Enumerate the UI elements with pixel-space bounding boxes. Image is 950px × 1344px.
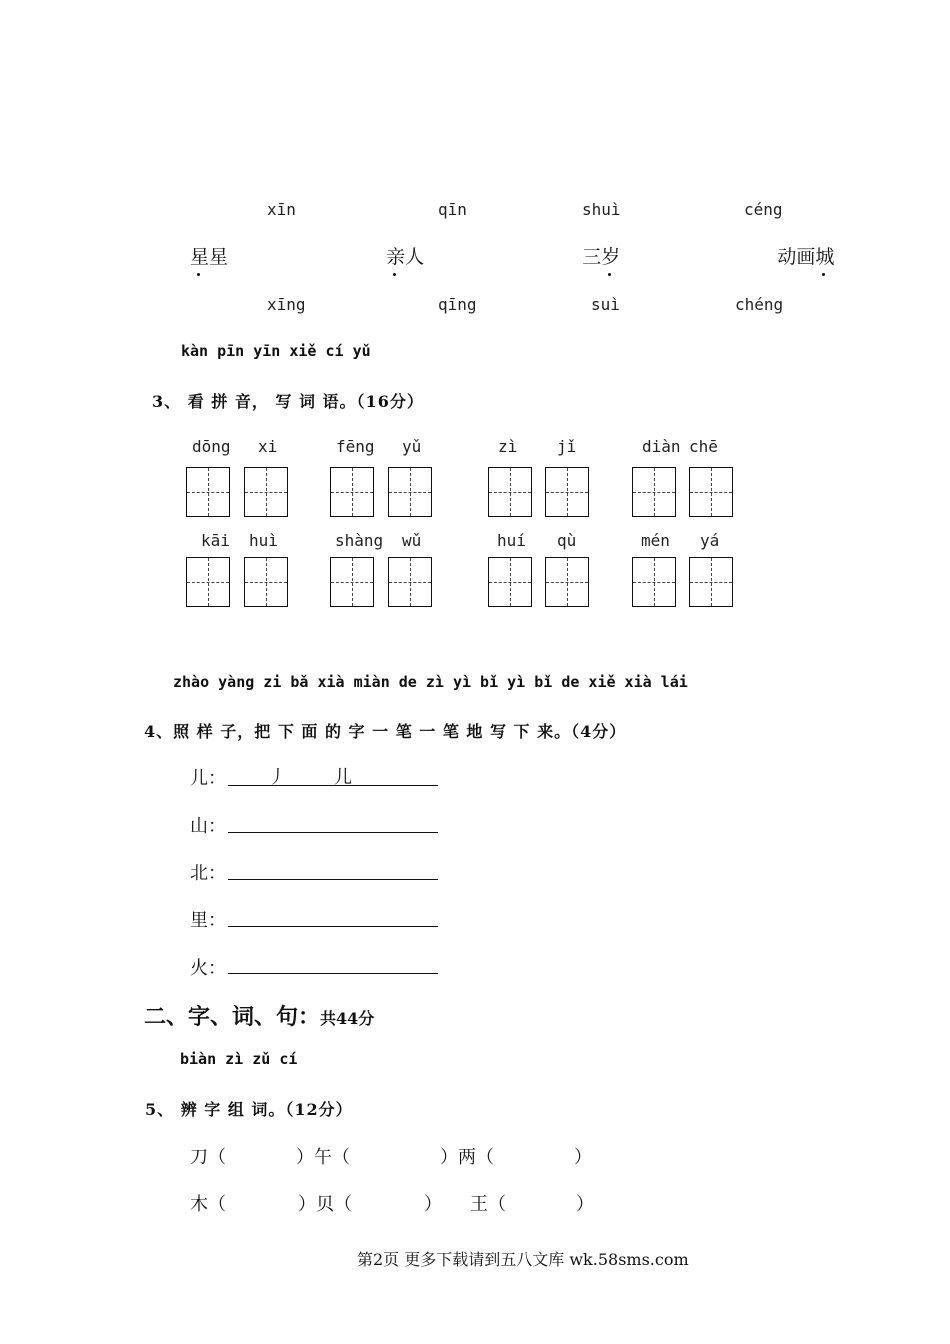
- stroke-char-label: 火：: [190, 958, 226, 979]
- pinyin-top-4: céng: [744, 200, 783, 219]
- writing-grid-box[interactable]: [186, 467, 230, 517]
- word-3-text: 三岁: [582, 246, 621, 268]
- word-4: [777, 246, 834, 268]
- q3-pinyin-cell: wǔ: [402, 531, 422, 550]
- section-2-title: 二、字、词、句：: [144, 1004, 321, 1030]
- q3-pinyin-cell: huì: [249, 531, 278, 550]
- word-3: [582, 246, 620, 268]
- writing-grid-box[interactable]: [545, 557, 589, 607]
- q3-pinyin-cell: kāi: [201, 531, 230, 550]
- pinyin-bottom-2: qīng: [438, 295, 477, 314]
- section-2-score: 共44分: [320, 1009, 375, 1028]
- word-1-text: 星星: [190, 246, 229, 268]
- word-2-text: 亲人: [386, 246, 425, 268]
- example-stroke: 丿: [268, 767, 286, 788]
- q5-item: ）贝（: [298, 1194, 352, 1215]
- writing-grid-box[interactable]: [488, 557, 532, 607]
- q3-pinyin-cell: dōng: [192, 437, 231, 456]
- q5-item: ）午（: [296, 1147, 350, 1168]
- stroke-char-label: 里：: [190, 910, 226, 931]
- writing-grid-box[interactable]: [689, 467, 733, 517]
- pinyin-top-2: qīn: [438, 200, 467, 219]
- emphasis-dot: [822, 273, 825, 276]
- stroke-char-label: 北：: [190, 863, 226, 884]
- stroke-answer-line[interactable]: [228, 879, 438, 880]
- section-2-heading: [144, 1000, 374, 1031]
- writing-grid-box[interactable]: [330, 557, 374, 607]
- q3-pinyin-cell: chē: [689, 437, 718, 456]
- q5-pinyin: biàn zì zǔ cí: [180, 1050, 298, 1068]
- q5-title: 5、 辨 字 组 词。（12分）: [145, 1100, 353, 1119]
- writing-grid-box[interactable]: [186, 557, 230, 607]
- pinyin-bottom-3: suì: [591, 295, 620, 314]
- q3-pinyin-cell: xi: [258, 437, 278, 456]
- q3-pinyin-cell: yá: [700, 531, 720, 550]
- stroke-answer-line[interactable]: [228, 926, 438, 927]
- writing-grid-box[interactable]: [330, 467, 374, 517]
- q5-item: 木（: [190, 1194, 226, 1215]
- q3-pinyin-cell: jǐ: [557, 437, 577, 456]
- q3-pinyin-cell: yǔ: [402, 437, 422, 456]
- q3-pinyin-cell: fēng: [336, 437, 375, 456]
- q4-pinyin: zhào yàng zi bǎ xià miàn de zì yì bǐ yì bǐ de xiě xià lái: [173, 673, 688, 691]
- q5-item: ）: [424, 1194, 442, 1215]
- q3-title: 3、 看 拼 音， 写 词 语。（16分）: [152, 392, 424, 411]
- q5-item: ）两（: [440, 1147, 494, 1168]
- q3-pinyin-cell: diàn: [642, 437, 681, 456]
- pinyin-top-1: xīn: [267, 200, 296, 219]
- writing-grid-box[interactable]: [388, 467, 432, 517]
- emphasis-dot: [197, 273, 200, 276]
- writing-grid-box[interactable]: [388, 557, 432, 607]
- q4-title: 4、照 样 子，把 下 面 的 字 一 笔 一 笔 地 写 下 来。（4分）: [144, 722, 627, 741]
- pinyin-bottom-1: xīng: [267, 295, 306, 314]
- writing-grid-box[interactable]: [488, 467, 532, 517]
- writing-grid-box[interactable]: [632, 557, 676, 607]
- writing-grid-box[interactable]: [545, 467, 589, 517]
- writing-grid-box[interactable]: [632, 467, 676, 517]
- stroke-char-label: 山：: [190, 816, 226, 837]
- emphasis-dot: [608, 273, 611, 276]
- q3-pinyin-cell: shàng: [335, 531, 384, 550]
- q3-pinyin-cell: zì: [498, 437, 518, 456]
- writing-grid-box[interactable]: [244, 467, 288, 517]
- writing-grid-box[interactable]: [689, 557, 733, 607]
- pinyin-bottom-4: chéng: [735, 295, 784, 314]
- q5-item: ）: [576, 1194, 594, 1215]
- example-stroke: 儿: [334, 767, 352, 788]
- q3-pinyin: kàn pīn yīn xiě cí yǔ: [181, 342, 371, 360]
- q3-pinyin-cell: qù: [557, 531, 577, 550]
- stroke-char-label: 儿：: [190, 768, 226, 789]
- word-1: [190, 246, 228, 268]
- writing-grid-box[interactable]: [244, 557, 288, 607]
- emphasis-dot: [393, 273, 396, 276]
- stroke-answer-line[interactable]: [228, 832, 438, 833]
- page-footer: 第2页 更多下载请到五八文库 wk.58sms.com: [357, 1250, 689, 1269]
- stroke-answer-line[interactable]: [228, 973, 438, 974]
- dotted-char-section: [0, 0, 950, 314]
- q3-pinyin-cell: mén: [641, 531, 670, 550]
- word-2: [386, 246, 424, 268]
- q5-item: ）: [574, 1147, 592, 1168]
- q5-item: 王（: [470, 1194, 506, 1215]
- stroke-answer-line[interactable]: [228, 785, 438, 786]
- word-4-text: 动画城: [777, 246, 835, 268]
- pinyin-top-3: shuì: [582, 200, 621, 219]
- q3-pinyin-cell: huí: [497, 531, 526, 550]
- q5-item: 刀（: [190, 1147, 226, 1168]
